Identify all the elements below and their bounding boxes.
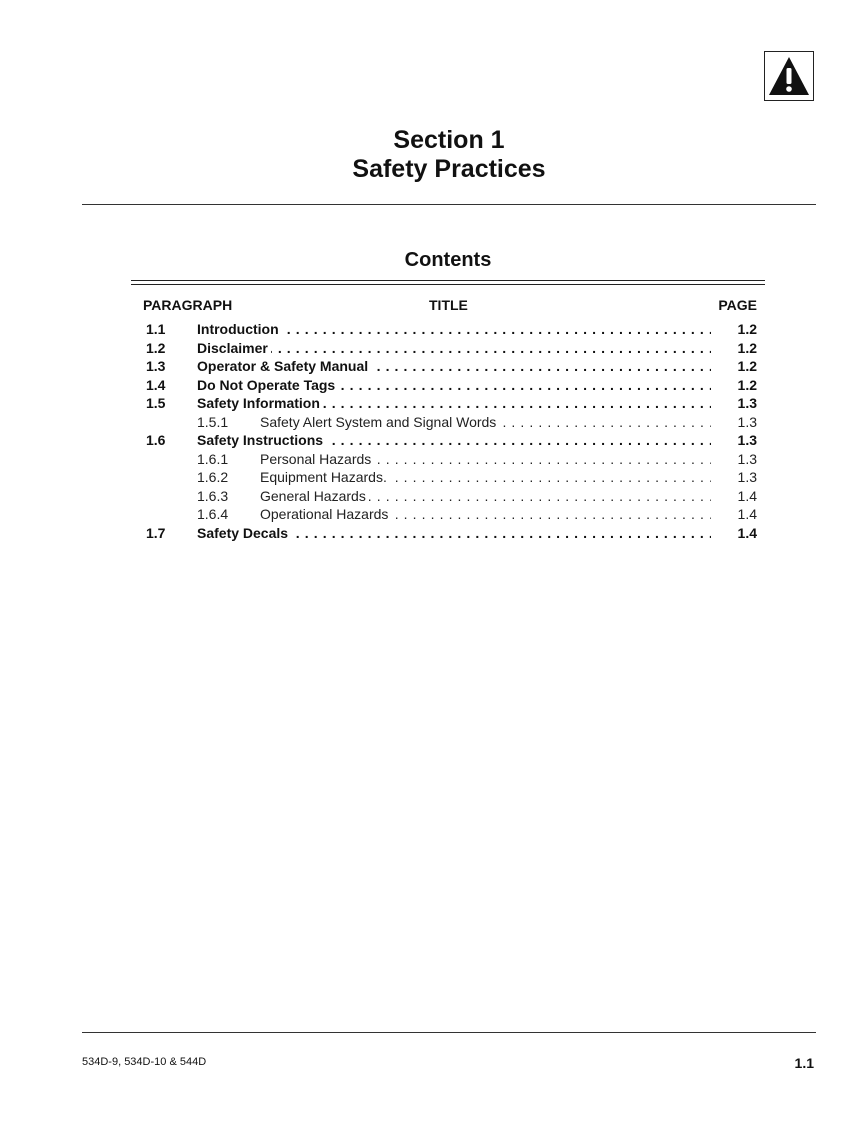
toc-page: 1.3 xyxy=(737,432,757,448)
section-title: Safety Practices xyxy=(352,155,546,183)
toc-page: 1.3 xyxy=(737,395,757,411)
toc-page: 1.2 xyxy=(737,321,757,337)
toc-row[interactable] xyxy=(143,339,757,358)
toc-column-headers xyxy=(143,297,757,313)
toc-row[interactable] xyxy=(143,524,757,543)
toc-number: 1.1 xyxy=(146,321,166,337)
toc-number: 1.2 xyxy=(146,339,166,356)
toc-number: 1.4 xyxy=(146,376,166,393)
toc-row[interactable] xyxy=(143,394,757,413)
contents-double-rule xyxy=(131,280,765,285)
toc-subtitle: Equipment Hazards. xyxy=(260,469,390,485)
section-label: Section 1 xyxy=(393,126,505,154)
toc-number: 1.6 xyxy=(146,432,166,448)
toc-subnumber: 1.6.3 xyxy=(197,487,229,504)
toc-subnumber: 1.6.4 xyxy=(197,506,229,522)
toc-page: 1.3 xyxy=(737,469,757,485)
toc-title: Introduction xyxy=(197,321,282,337)
toc-number: 1.5 xyxy=(146,395,166,411)
toc-subtitle: Operational Hazards xyxy=(260,506,391,522)
toc-page: 1.3 xyxy=(737,413,757,430)
toc-list xyxy=(143,320,757,542)
toc-page: 1.2 xyxy=(737,376,757,393)
top-divider xyxy=(82,204,816,205)
toc-page: 1.3 xyxy=(737,450,757,467)
bottom-divider xyxy=(82,1032,816,1033)
col-header-page: PAGE xyxy=(718,297,757,313)
toc-subnumber: 1.6.2 xyxy=(197,469,229,485)
toc-page: 1.4 xyxy=(737,506,757,522)
toc-subtitle: General Hazards xyxy=(260,488,369,504)
col-header-title: TITLE xyxy=(429,297,468,313)
footer-page-number: 1.1 xyxy=(794,1055,814,1071)
toc-subrow[interactable] xyxy=(143,468,757,487)
toc-page: 1.2 xyxy=(737,358,757,374)
contents-title: Contents xyxy=(404,249,492,271)
toc-title: Safety Information xyxy=(197,395,323,411)
toc-number: 1.7 xyxy=(146,524,166,541)
toc-page: 1.4 xyxy=(737,487,757,504)
toc-title: Do Not Operate Tags xyxy=(197,377,338,393)
col-header-paragraph: PARAGRAPH xyxy=(143,297,233,313)
toc-title: Operator & Safety Manual xyxy=(197,358,371,374)
toc-title: Safety Decals xyxy=(197,525,291,541)
toc-subrow[interactable] xyxy=(143,487,757,506)
toc-subtitle: Safety Alert System and Signal Words xyxy=(260,414,499,430)
toc-row[interactable] xyxy=(143,320,757,339)
toc-page: 1.2 xyxy=(737,339,757,356)
toc-row[interactable] xyxy=(143,376,757,395)
toc-number: 1.3 xyxy=(146,358,166,374)
toc-title: Safety Instructions xyxy=(197,432,326,448)
toc-subrow[interactable] xyxy=(143,450,757,469)
toc-subtitle: Personal Hazards xyxy=(260,451,374,467)
toc-row[interactable] xyxy=(143,431,757,450)
toc-subnumber: 1.6.1 xyxy=(197,450,229,467)
warning-triangle-icon xyxy=(764,51,814,101)
toc-row[interactable] xyxy=(143,357,757,376)
toc-subrow[interactable] xyxy=(143,413,757,432)
toc-title: Disclaimer xyxy=(197,340,271,356)
footer-models: 534D-9, 534D-10 & 544D xyxy=(82,1056,207,1068)
section-heading xyxy=(82,126,816,184)
toc-page: 1.4 xyxy=(737,524,757,541)
toc-subnumber: 1.5.1 xyxy=(197,413,229,430)
toc-subrow[interactable] xyxy=(143,505,757,524)
